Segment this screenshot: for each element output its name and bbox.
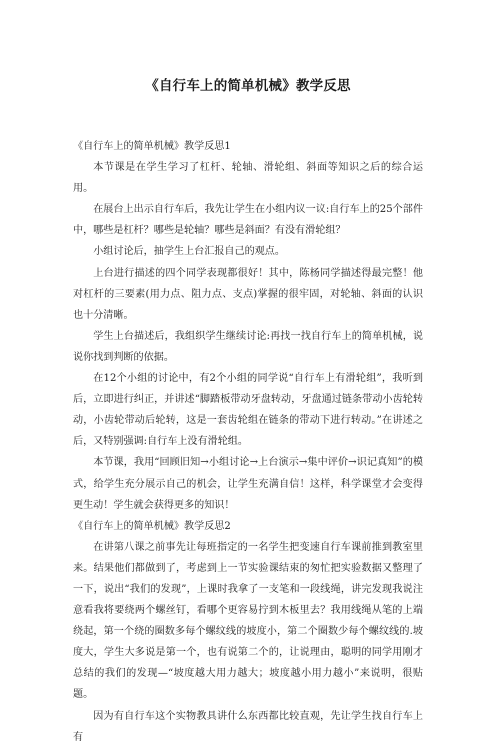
section-heading-1: 《自行车上的简单机械》教学反思1	[73, 141, 231, 152]
document-title: 《自行车上的简单机械》教学反思	[145, 78, 351, 94]
paragraph: 上台进行描述的四个同学表现都很好！其中，陈杨同学描述得最完整！他对杠杆的三要素(用力点、阻力点、支点)掌握的很牢固，对轮轴、斜面的认识也十分清晰。	[73, 267, 423, 321]
paragraph: 小组讨论后，抽学生上台汇报自己的观点。	[93, 246, 285, 258]
paragraph: 在讲第八课之前事先让每班指定的一名学生把变速自行车课前推到教室里来。结果他们都做到了，考虑到上一节实验课结束的匆忙把实验数据又整理了一下，说出“我们的发现”，上课时我拿了一支笔和一段线绳，讲完发现我说注意看我将要绕两个螺丝钉，看哪个更容易拧到木板里去？我用线绳从笔的上端绕起，第一个绕的圈数多每个螺纹线的坡度小，第二个圈数少每个螺纹线的.坡度大，学生大多说是第一个，也有说第二个的，让说理由，聪明的同学用刚才总结的我们的发现—“坡度越大用力越大；坡度越小用力越小”来说明，很贴题。	[73, 541, 423, 701]
document-body	[73, 136, 423, 748]
paragraph: 本节课是在学生学习了杠杆、轮轴、滑轮组、斜面等知识之后的综合运用。	[73, 162, 423, 195]
paragraph: 在12个小组的讨论中，有2个小组的同学说“自行车上有滑轮组”，我听到后，立即进行纠正，并讲述“脚踏板带动牙盘转动，牙盘通过链条带动小齿轮转动，小齿轮带动后轮转，这是一套齿轮组在链条的带动下进行转动。”在讲述之后，又特别强调:自行车上没有滑轮组。	[73, 373, 423, 448]
paragraph: 学生上台描述后，我组织学生继续讨论:再找一找自行车上的简单机械，说说你找到判断的依据。	[73, 330, 423, 363]
paragraph: 因为有自行车这个实物教具讲什么东西都比较直观，先让学生找自行车上有	[73, 710, 423, 743]
paragraph: 本节课，我用“回顾旧知→小组讨论→上台演示→集中评价→识记真知”的模式，给学生充分展示自己的机会，让学生充满自信！这样，科学课堂才会变得更生动！学生就会获得更多的知识！	[73, 457, 423, 511]
paragraph: 在展台上出示自行车后，我先让学生在小组内议一议:自行车上的25个部件中，哪些是杠杆？哪些是轮轴？哪些是斜面？有没有滑轮组？	[73, 204, 423, 237]
section-heading-2: 《自行车上的简单机械》教学反思2	[73, 520, 231, 532]
